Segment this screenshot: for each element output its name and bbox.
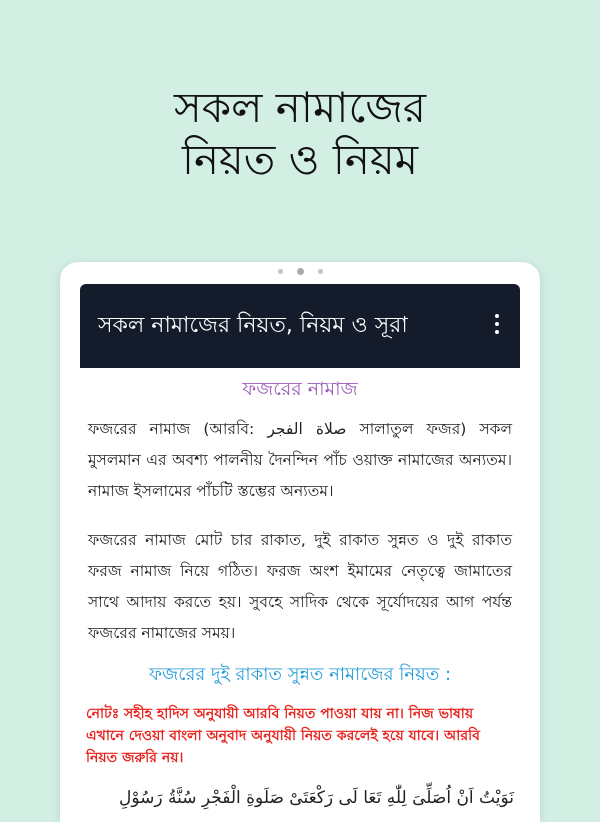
tablet-frame xyxy=(60,262,540,822)
rakat-paragraph: ফজরের নামাজ মোট চার রাকাত, দুই রাকাত সুন্নত ও দুই রাকাত ফরজ নামাজ নিয়ে গঠিত। ফরজ অংশ ইমামের নেতৃত্বে জামাতের সাথে আদায় করতে হয়। সুবহে সাদিক থেকে সূর্যোদয়ের আগ পর্যন্ত ফজরের নামাজের সময়। xyxy=(88,531,512,642)
sensor-dot-icon xyxy=(318,269,323,274)
camera-dots xyxy=(60,268,540,275)
camera-lens-icon xyxy=(297,268,304,275)
niyat-subheading: ফজরের দুই রাকাত সুন্নত নামাজের নিয়ত : xyxy=(148,664,452,685)
promo-title-line-2: নিয়ত ও নিয়ম xyxy=(181,135,419,184)
intro-paragraph: ফজরের নামাজ (আরবি: صلاة الفجر সালাতুল ফজর) সকল মুসলমান এর অবশ্য পালনীয় দৈনন্দিন পাঁচ ওয়াক্ত নামাজের অন্যতম। নামাজ ইসলামের পাঁচটি স্তম্ভের অন্যতম। xyxy=(88,420,512,500)
app-bar xyxy=(80,284,520,368)
more-vertical-icon xyxy=(482,314,512,334)
app-title: সকল নামাজের নিয়ত, নিয়ম ও সূরা xyxy=(98,313,408,338)
sensor-dot-icon xyxy=(278,269,283,274)
arabic-niyat-text: نَوَيْتُ اَنْ اُصَلِّىَ لِلّٰهِ تَعَا لَى رَكْعَتَىْ صَلَوةِ الْفَجْرِ سُنَّةُ رَسُوْلِ xyxy=(118,788,514,808)
section-heading: ফজরের নামাজ xyxy=(242,378,358,400)
promo-title-line-1: সকল নামাজের xyxy=(173,83,427,132)
overflow-menu-button[interactable] xyxy=(482,310,512,342)
article-content[interactable] xyxy=(80,368,520,822)
promo-title xyxy=(0,82,600,186)
note-text: নোটঃ সহীহ হাদিস অনুযায়ী আরবি নিয়ত পাওয়া যায় না। নিজ ভাষায় এখানে দেওয়া বাংলা অনুবাদ অনুযায়ী নিয়ত করলেই হয়ে যাবে। আরবি নিয়ত জরুরি নয়। xyxy=(86,706,480,766)
